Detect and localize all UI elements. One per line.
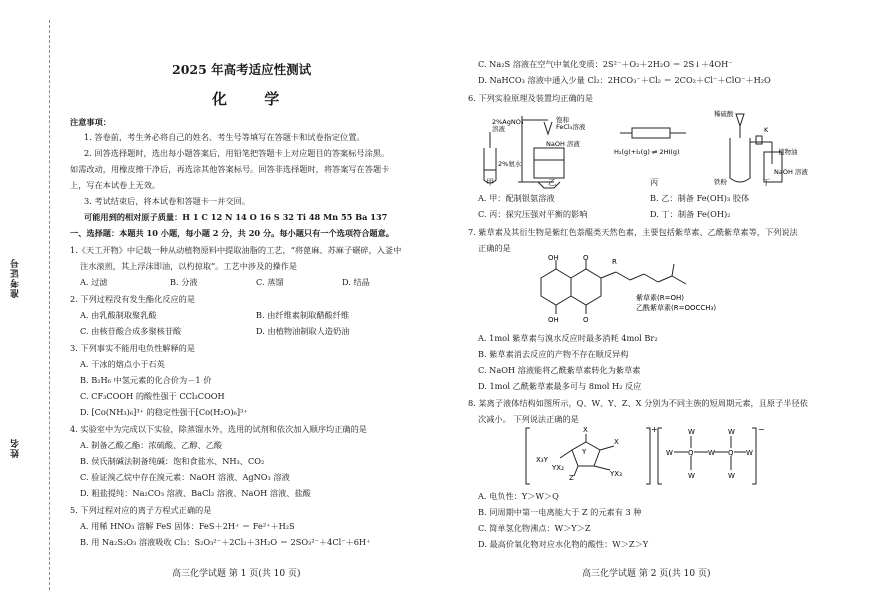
q7-o-bot: O: [583, 316, 589, 324]
q6-label-naoh: NaOH 溶液: [546, 140, 580, 148]
q7-option-d: D. 1mol 乙酰紫草素最多可与 8mol H₂ 反应: [478, 381, 642, 391]
q7-o-top: O: [583, 254, 589, 262]
q8-stem-b: 次减小。 下列说法正确的是: [478, 414, 579, 424]
q8-option-b: B. 同周期中第一电离能大于 Z 的元素有 3 种: [478, 507, 642, 517]
q6-label-k: K: [764, 126, 769, 134]
q8-label-q2: Q: [728, 449, 734, 457]
q3-option-d: D. [Co(NH₃)₆]³⁺ 的稳定性强于[Co(H₂O)₆]³⁺: [80, 407, 248, 417]
q6-option-d: D. 丁：制备 Fe(OH)₂: [650, 209, 731, 219]
q6-label-fecl3-sol: FeCl₃溶液: [556, 123, 586, 131]
q8-stem-a: 8. 某离子液体结构如图所示，Q、W、Y、Z、X 分别为不同主族的短周期元素，且原子半径依: [468, 398, 808, 408]
q8-label-yx3: YX₃: [610, 470, 622, 478]
name-label: 姓名: [11, 438, 21, 458]
q1-stem-a: 1.《天工开物》中记载一种从动植物原料中提取油脂的工艺，“将蓖麻、苏麻子碾碎，入釜中: [70, 245, 402, 255]
q7-name-acetylshikonin: 乙酰紫草素(R=OOCCH₃): [636, 304, 717, 312]
q2-stem: 2. 下列过程没有发生酯化反应的是: [70, 294, 196, 304]
q1-option-b: B. 分液: [170, 277, 198, 287]
q3-option-c: C. CF₃COOH 的酸性强于 CCl₃COOH: [80, 391, 225, 401]
q7-option-b: B. 紫草素消去反应的产物不存在顺反异构: [478, 349, 629, 359]
q7-r: R: [612, 258, 617, 266]
q1-option-a: A. 过滤: [80, 277, 108, 287]
q6-caption-d: 丁: [762, 177, 771, 187]
q7-structure-figure: [526, 254, 746, 324]
q8-structure-figure: [524, 424, 764, 488]
notice-title: 注意事项：: [70, 117, 111, 127]
q6-label-equilibrium: H₂(g)+I₂(g) ⇌ 2HI(g): [614, 148, 680, 156]
notice-1: 1. 答卷前，考生务必将自己的姓名、考生号等填写在答题卡和试卷指定位置。: [84, 132, 365, 142]
q6-label-naoh-d: NaOH 溶液: [774, 168, 808, 176]
q1-stem-b: 注水滚煎，其上浮沫即油，以杓掠取”。工艺中涉及的操作是: [80, 261, 298, 271]
q8-label-minus: −: [758, 425, 765, 434]
q4-option-d: D. 粗盐提纯：Na₂CO₃ 溶液、BaCl₂ 溶液、NaOH 溶液、盐酸: [80, 488, 311, 498]
q5-option-c: C. Na₂S 溶液在空气中氧化变质：2S²⁻＋O₂＋2H₂O ＝ 2S↓＋4OH⁻: [478, 59, 733, 69]
left-footer: 高三化学试题 第 1 页(共 10 页): [172, 569, 301, 579]
q6-caption-a: 甲: [486, 177, 495, 187]
q8-label-w7: W: [728, 472, 735, 480]
q8-label-yx2: YX₂: [552, 464, 564, 472]
q2-option-a: A. 由乳酸制取聚乳酸: [80, 310, 157, 320]
section-1-heading: 一、选择题：本题共 10 小题，每小题 2 分，共 20 分。每小题只有一个选项符合题意。: [70, 228, 394, 238]
q8-label-x3y: X₃Y: [536, 456, 548, 464]
q6-option-b: B. 乙：制备 Fe(OH)₃ 胶体: [650, 193, 750, 203]
subject-title: 化 学: [212, 90, 296, 108]
q6-label-agno3-sol: 溶液: [492, 125, 505, 133]
q8-option-c: C. 简单氢化物沸点：W＞Y＞Z: [478, 523, 591, 533]
q4-option-c: C. 验证溴乙烷中存在溴元素：NaOH 溶液、AgNO₃ 溶液: [80, 472, 290, 482]
q6-label-agno3: 2%AgNO₃: [492, 118, 524, 126]
q7-option-a: A. 1mol 紫草素与溴水反应时最多消耗 4mol Br₂: [478, 333, 658, 343]
q8-label-w5: W: [688, 472, 695, 480]
q5-option-b: B. 用 Na₂S₂O₃ 溶液吸收 Cl₂：S₂O₃²⁻＋2Cl₂＋3H₂O ＝ 2SO₃²⁻＋4Cl⁻＋6H⁺: [80, 537, 371, 547]
q6-label-fe: 铁粉: [714, 178, 727, 186]
q8-label-w3: W: [746, 449, 753, 457]
q4-option-b: B. 侯氏制碱法制备纯碱：饱和食盐水、NH₃、CO₂: [80, 456, 265, 466]
q6-option-c: C. 丙：探究压强对平衡的影响: [478, 209, 588, 219]
q8-label-plus: +: [651, 425, 658, 434]
q6-apparatus-figure: [474, 108, 808, 190]
right-footer: 高三化学试题 第 2 页(共 10 页): [582, 569, 711, 579]
q6-caption-c: 丙: [650, 177, 659, 187]
q4-stem: 4. 实验室中为完成以下实验，除蒸馏水外，选用的试剂和依次加入顺序均正确的是: [70, 424, 367, 434]
q8-label-q1: Q: [688, 449, 694, 457]
q7-name-shikonin: 紫草素(R=OH): [636, 294, 684, 302]
q2-option-d: D. 由植物油制取人造奶油: [256, 326, 350, 336]
q2-option-b: B. 由纤维素制取醋酸纤维: [256, 310, 350, 320]
q1-option-d: D. 结晶: [342, 277, 370, 287]
q6-label-oil: 植物油: [778, 148, 798, 156]
q5-option-a: A. 用稀 HNO₃ 溶解 FeS 固体：FeS＋2H⁺ ＝ Fe²⁺＋H₂S: [80, 521, 295, 531]
q5-stem: 5. 下列过程对应的离子方程式正确的是: [70, 505, 212, 515]
q6-label-ammonia: 2%氨水: [498, 160, 522, 168]
q6-option-a: A. 甲：配制银氨溶液: [478, 193, 555, 203]
notice-3: 3. 考试结束后，将本试卷和答题卡一并交回。: [84, 196, 250, 206]
q4-option-a: A. 制备乙酸乙酯：浓硫酸、乙醇、乙酸: [80, 440, 223, 450]
q6-stem: 6. 下列实验原理及装置均正确的是: [468, 93, 594, 103]
q2-option-c: C. 由核苷酸合成多聚核苷酸: [80, 326, 182, 336]
q7-option-c: C. NaOH 溶液能将乙酰紫草素转化为紫草素: [478, 365, 641, 375]
q8-label-y-ring: Y: [582, 448, 587, 456]
exam-title: 2025 年高考适应性测试: [172, 62, 312, 77]
q7-stem-b: 正确的是: [478, 243, 511, 253]
q8-label-w2: W: [708, 449, 715, 457]
notice-2b: 如需改动，用橡皮擦干净后，再选涂其他答案标号。回答非选择题时，将答案写在答题卡: [70, 164, 390, 174]
q1-option-c: C. 蒸馏: [256, 277, 284, 287]
q7-stem-a: 7. 紫草素及其衍生物是紫红色萘醌类天然色素，主要包括紫草素、乙酰紫草素等，下列说法: [468, 227, 798, 237]
atomic-mass-line: 可能用到的相对原子质量：H 1 C 12 N 14 O 16 S 32 Ti 48 Mn 55 Ba 137: [84, 212, 388, 222]
q8-option-a: A. 电负性：Y＞W＞Q: [478, 491, 559, 501]
q8-label-w6: W: [728, 428, 735, 436]
q7-oh-bot: OH: [548, 316, 559, 324]
notice-2c: 上，写在本试卷上无效。: [70, 180, 161, 190]
q8-label-w4: W: [688, 428, 695, 436]
q8-label-z: Z: [569, 474, 574, 482]
q8-label-w1: W: [666, 449, 673, 457]
q6-label-fecl3: 饱和: [556, 116, 569, 124]
notice-2a: 2. 回答选择题时，选出每小题答案后，用铅笔把答题卡上对应题目的答案标号涂黑。: [84, 148, 390, 158]
q8-label-x-right: X: [614, 438, 619, 446]
q6-label-h2so4: 稀硫酸: [714, 110, 734, 118]
binding-line: [49, 20, 50, 590]
q8-option-d: D. 最高价氧化物对应水化物的酸性：W＞Z＞Y: [478, 539, 649, 549]
q5-option-d: D. NaHCO₃ 溶液中通入少量 Cl₂：2HCO₃⁻＋Cl₂ ＝ 2CO₂＋Cl⁻＋ClO⁻＋H₂O: [478, 75, 771, 85]
q3-stem: 3. 下列事实不能用电负性解释的是: [70, 343, 196, 353]
q3-option-b: B. B₂H₆ 中氢元素的化合价为－1 价: [80, 375, 212, 385]
exam-id-label: 准考证号: [11, 258, 21, 298]
q8-label-x-top: X: [583, 426, 588, 434]
q7-oh-top: OH: [548, 254, 559, 262]
q6-caption-b: 乙: [548, 177, 557, 187]
q3-option-a: A. 干冰的熔点小于石英: [80, 359, 165, 369]
